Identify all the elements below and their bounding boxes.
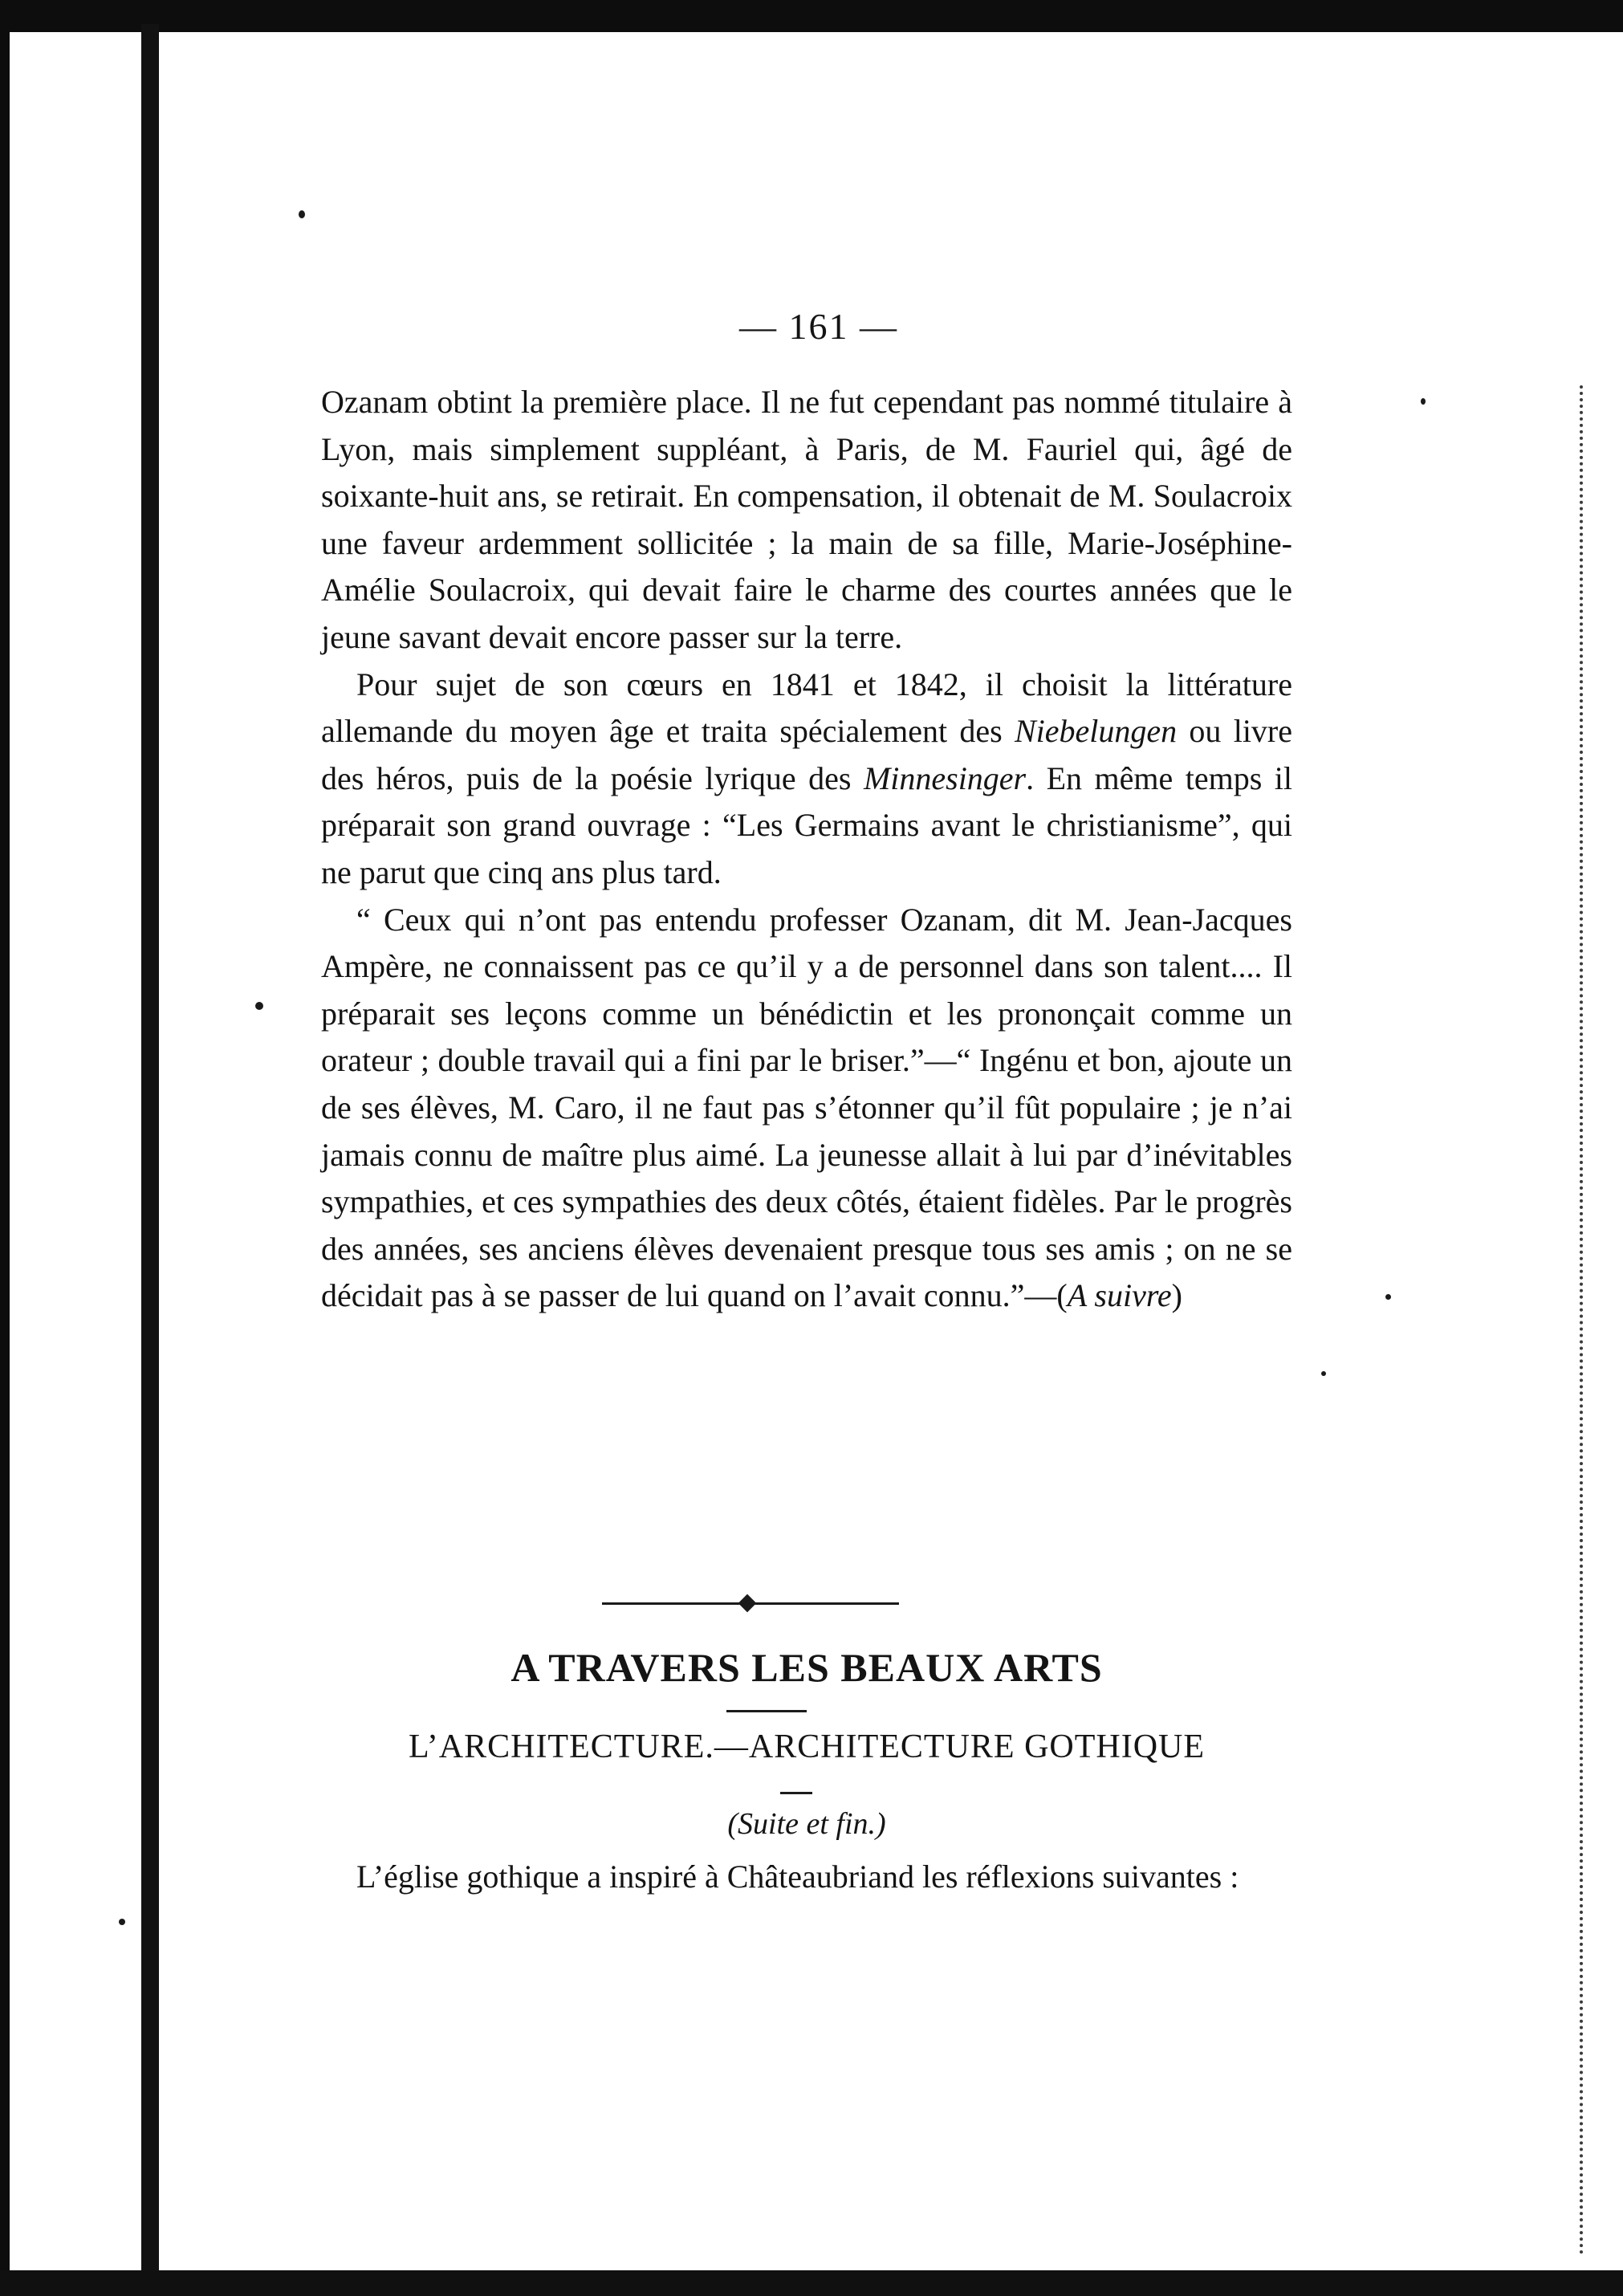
section-title: A TRAVERS LES BEAUX ARTS [510, 1645, 1103, 1690]
page-number: — 161 — [739, 306, 898, 347]
scan-edge-right [1580, 385, 1588, 2256]
title-rule [726, 1710, 807, 1712]
scan-speck [299, 210, 305, 218]
paragraph-ozanam-appointment: Ozanam obtint la première place. Il ne fut cependant pas nommé titulaire à Lyon, mais simplement suppléant, à Paris, de M. Fauriel qui, âgé de soixante-huit ans, se retirait. En compensation, il obtenait de M. Soulacroix une faveur ardemment sollicitée ; la main de sa fille, Marie-Joséphine-Amélie Soulacroix, qui devait faire le charme des courtes années que le jeune savant devait encore passer sur la terre. [321, 384, 1292, 655]
italic-title-minnesinger: Minnesinger [863, 759, 1027, 796]
scan-binding-shadow [141, 24, 159, 2296]
paragraph-ampere-quote [321, 897, 1292, 1320]
section-opening-paragraph [321, 1854, 1292, 1899]
italic-title-niebelungen: Niebelungen [1015, 713, 1178, 750]
scan-speck [255, 1002, 263, 1010]
scan-edge-top [0, 0, 1623, 32]
continuation-note: (Suite et fin.) [727, 1807, 886, 1841]
paragraph-course-subject [321, 662, 1292, 897]
paragraph-text: . En même temps il préparait son grand ouvrage : “Les Germains avant le christianisme”, qui ne parut que cinq ans plus tard. [321, 759, 1292, 890]
scan-speck [1321, 1371, 1326, 1376]
body-text [321, 379, 1292, 1320]
paragraph-gothic-church: L’église gothique a inspiré à Châteaubriand les réflexions suivantes : [356, 1858, 1239, 1895]
scan-speck [1385, 1294, 1391, 1300]
paragraph-text: “ Ceux qui n’ont pas entendu professer Ozanam, dit M. Jean-Jacques Ampère, ne connaissent pas ce qu’il y a de personnel dans son talent.... Il préparait ses leçons comme un bénédictin et les prononçait comme un orateur ; double travail qui a fini par le briser.”—“ Ingénu et bon, ajoute un de ses élèves, M. Caro, il ne faut pas s’étonner qu’il fût populaire ; je n’ai jamais connu de maître plus aimé. La jeunesse allait à lui par d’inévitables sympathies, et ces sympathies des deux côtés, étaient fidèles. Par le progrès des années, ses anciens élèves devenaient presque tous ses amis ; on ne se décidait pas à se passer de lui quand on l’avait connu.”—( [321, 901, 1292, 1314]
scan-speck [119, 1919, 125, 1925]
subtitle-rule [780, 1792, 812, 1794]
italic-to-be-continued: A suivre [1067, 1277, 1172, 1314]
scan-speck [1421, 398, 1426, 405]
divider-ornament [738, 1594, 757, 1613]
scan-edge-bottom [0, 2270, 1623, 2296]
paragraph-text: ) [1171, 1277, 1182, 1314]
paragraph-text: ou livre des héros, puis de la poésie lyrique des [321, 713, 1293, 796]
section-subtitle: L’ARCHITECTURE.—ARCHITECTURE GOTHIQUE [408, 1728, 1206, 1765]
paragraph-text: Pour sujet de son cœurs en 1841 et 1842, il choisit la littérature allemande du moyen âge et traita spécialement des [321, 666, 1292, 750]
scan-edge-left [0, 0, 10, 2296]
